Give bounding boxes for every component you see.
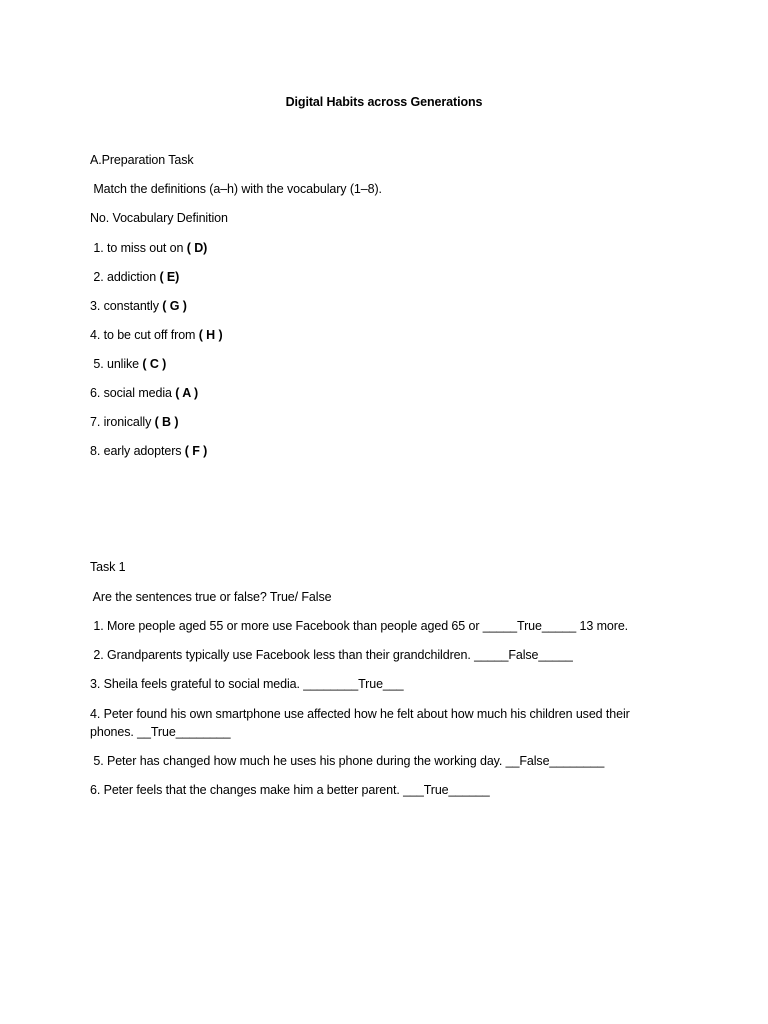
vocabulary-answer: ( F ) <box>184 444 208 458</box>
vocabulary-answer: ( H ) <box>198 328 223 342</box>
true-false-item: 3. Sheila feels grateful to social media. ________True___ <box>90 677 404 691</box>
vocabulary-term: 2. addiction <box>90 270 160 284</box>
vocabulary-item <box>90 385 198 401</box>
vocabulary-term: 1. to miss out on <box>90 241 187 255</box>
vocabulary-item <box>90 356 166 372</box>
vocabulary-item <box>90 269 179 285</box>
vocabulary-answer: ( D) <box>186 241 208 255</box>
vocabulary-answer: ( B ) <box>154 415 179 429</box>
true-false-item: 6. Peter feels that the changes make him a better parent. ___True______ <box>90 783 490 797</box>
vocabulary-answer: ( C ) <box>142 357 167 371</box>
vocabulary-item <box>90 443 207 459</box>
vocabulary-item <box>90 327 223 343</box>
task1-heading: Task 1 <box>90 560 126 574</box>
vocabulary-answer: ( A ) <box>175 386 199 400</box>
vocabulary-answer: ( G ) <box>162 299 187 313</box>
vocabulary-columns-line: No. Vocabulary Definition <box>90 211 228 225</box>
document-title: Digital Habits across Generations <box>285 95 483 109</box>
vocabulary-term: 4. to be cut off from <box>90 328 199 342</box>
vocabulary-item <box>90 414 178 430</box>
vocabulary-term: 3. constantly <box>90 299 163 313</box>
vocabulary-term: 7. ironically <box>90 415 155 429</box>
true-false-item: 5. Peter has changed how much he uses his phone during the working day. __False________ <box>90 754 605 768</box>
vocabulary-answer: ( E) <box>159 270 180 284</box>
vocabulary-item <box>90 240 207 256</box>
true-false-item: 4. Peter found his own smartphone use affected how he felt about how much his children used their phones. __True________ <box>90 707 630 739</box>
preparation-heading: A.Preparation Task <box>90 153 194 167</box>
vocabulary-term: 5. unlike <box>90 357 143 371</box>
vocabulary-item <box>90 298 187 314</box>
vocabulary-term: 6. social media <box>90 386 176 400</box>
true-false-item: 2. Grandparents typically use Facebook less than their grandchildren. _____False_____ <box>90 648 573 662</box>
true-false-item: 1. More people aged 55 or more use Facebook than people aged 65 or _____True_____ 13 more. <box>90 619 629 633</box>
task1-instruction: Are the sentences true or false? True/ False <box>90 590 332 604</box>
preparation-instruction: Match the definitions (a–h) with the vocabulary (1–8). <box>90 182 382 196</box>
vocabulary-term: 8. early adopters <box>90 444 185 458</box>
